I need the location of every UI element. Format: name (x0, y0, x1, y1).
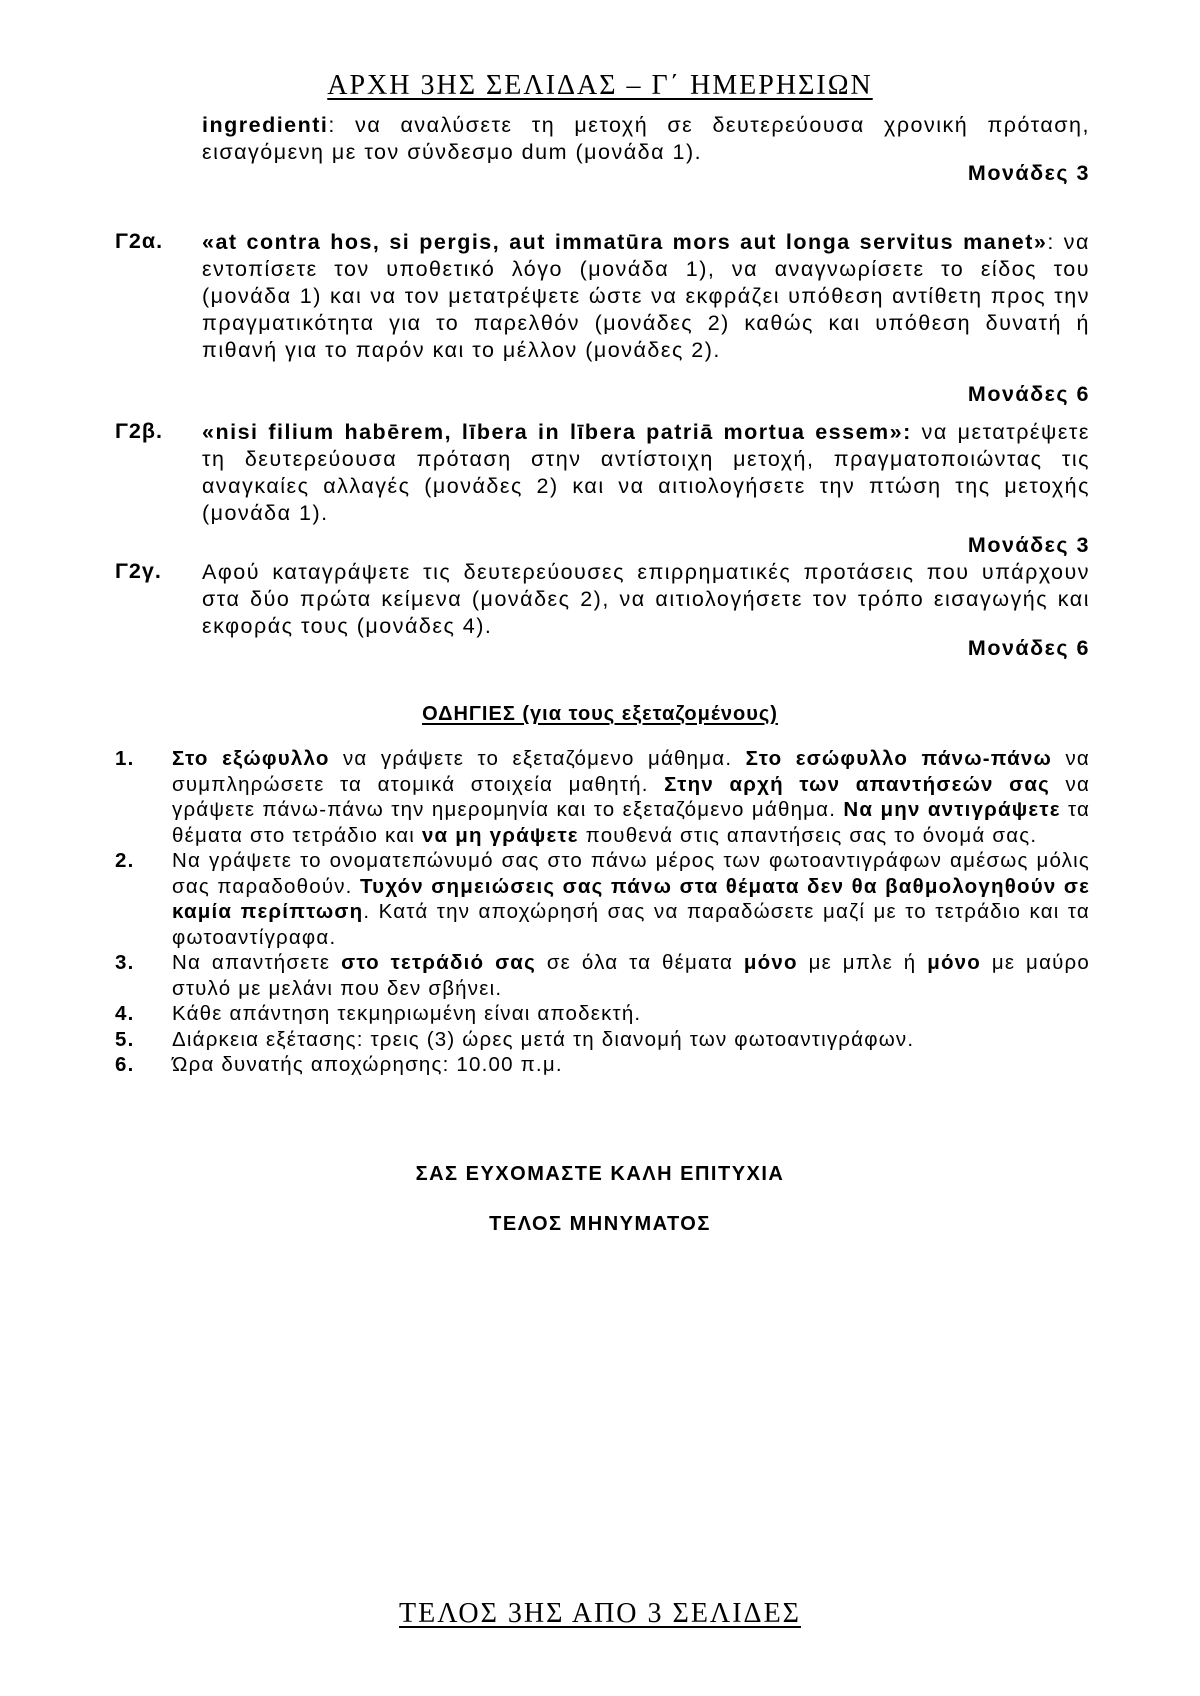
question-g2c-marks: Μονάδες 6 (967, 636, 1090, 660)
instruction-text: Διάρκεια εξέτασης: τρεις (3) ώρες μετά τη διανομή των φωτοαντιγράφων. (172, 1027, 915, 1051)
intro-paragraph (202, 112, 1090, 166)
question-label-g2c: Γ2γ. (115, 559, 162, 583)
instructions-list (115, 746, 1090, 1078)
question-g2b (202, 419, 1090, 527)
intro-text: : να αναλύσετε τη μετοχή σε δευτερεύουσα χρονική πρόταση, εισαγόμενη με τον σύνδεσμο dum (μονάδα 1). (202, 113, 1090, 164)
question-g2a-text: : να εντοπίσετε τον υποθετικό λόγο (μονάδα 1), να αναγνωρίσετε το είδος του (μονάδα 1) και να τον μετατρέψετε ώστε να εκφράζει υπόθεση αντίθετη προς την πραγματικότητα για το παρελθόν (μονάδες 2) καθώς και υπόθεση δυνατή ή πιθανή για το παρόν και το μέλλον (μονάδες 2). (202, 230, 1090, 362)
question-g2c (202, 559, 1090, 640)
instruction-item (115, 1001, 1090, 1027)
instruction-number: 2. (115, 849, 135, 872)
instruction-item (115, 1052, 1090, 1078)
question-g2b-text: να μετατρέψετε τη δευτερεύουσα πρόταση στην αντίστοιχη μετοχή, πραγματοποιώντας τις αναγκαίες αλλαγές (μονάδες 2) και να αιτιολογήσετε την πτώση της μετοχής (μονάδα 1). (202, 420, 1091, 525)
instruction-text: Να απαντήσετε στο τετράδιό σας σε όλα τα θέματα μόνο με μπλε ή μόνο με μαύρο στυλό με μελάνι που δεν σβήνει. (172, 951, 1090, 1000)
instruction-item (115, 1027, 1090, 1053)
intro-term: ingredienti (202, 113, 329, 137)
question-label-g2a: Γ2α. (115, 229, 164, 253)
question-g2b-quote: «nisi filium habērem, lībera in lībera patriā mortua essem»: (202, 420, 912, 444)
question-label-g2b: Γ2β. (115, 419, 163, 443)
instruction-number: 4. (115, 1002, 135, 1025)
instruction-number: 1. (115, 747, 135, 770)
instruction-text: Να γράψετε το ονοματεπώνυμό σας στο πάνω μέρος των φωτοαντιγράφων αμέσως μόλις σας παραδοθούν. Τυχόν σημειώσεις σας πάνω στα θέματα δεν θα βαθμολογηθούν σε καμία περίπτωση. Κατά την αποχώρησή σας να παραδώσετε μαζί με το τετράδιο και τα φωτοαντίγραφα. (172, 849, 1091, 949)
intro-marks: Μονάδες 3 (967, 161, 1090, 185)
instruction-text: Στο εξώφυλλο να γράψετε το εξεταζόμενο μάθημα. Στο εσώφυλλο πάνω-πάνω να συμπληρώσετε τα ατομικά στοιχεία μαθητή. Στην αρχή των απαντήσεών σας να γράψετε πάνω-πάνω την ημερομηνία και το εξεταζόμενο μάθημα. Να μην αντιγράψετε τα θέματα στο τετράδιο και να μη γράψετε πουθενά στις απαντήσεις σας το όνομά σας. (172, 747, 1090, 847)
question-g2a-quote: «at contra hos, si pergis, aut immatūra mors aut longa servitus manet» (202, 230, 1048, 254)
instruction-number: 3. (115, 951, 135, 974)
page-header: ΑΡΧΗ 3ΗΣ ΣΕΛΙΔΑΣ – Γ΄ ΗΜΕΡΗΣΙΩΝ (327, 70, 873, 101)
question-g2b-marks: Μονάδες 3 (967, 533, 1090, 557)
instructions-title: ΟΔΗΓΙΕΣ (για τους εξεταζομένους) (422, 703, 778, 725)
question-g2a (202, 229, 1090, 364)
instruction-text: Ώρα δυνατής αποχώρησης: 10.00 π.μ. (172, 1053, 563, 1076)
instruction-number: 6. (115, 1053, 135, 1076)
instruction-item (115, 848, 1090, 950)
instruction-text: Κάθε απάντηση τεκμηριωμένη είναι αποδεκτή. (172, 1002, 642, 1025)
question-g2a-marks: Μονάδες 6 (967, 382, 1090, 406)
instruction-number: 5. (115, 1027, 135, 1051)
page-footer: ΤΕΛΟΣ 3ΗΣ ΑΠΟ 3 ΣΕΛΙΔΕΣ (399, 1598, 801, 1629)
end-message: ΤΕΛΟΣ ΜΗΝΥΜΑΤΟΣ (489, 1213, 711, 1235)
question-g2c-text: Αφού καταγράψετε τις δευτερεύουσες επιρρηματικές προτάσεις που υπάρχουν στα δύο πρώτα κείμενα (μονάδες 2), να αιτιολογήσετε τον τρόπο εισαγωγής και εκφοράς τους (μονάδες 4). (202, 560, 1090, 638)
instruction-item (115, 950, 1090, 1001)
instruction-item (115, 746, 1090, 848)
wish-text: ΣΑΣ ΕΥΧΟΜΑΣΤΕ ΚΑΛΗ ΕΠΙΤΥΧΙΑ (415, 1163, 785, 1185)
